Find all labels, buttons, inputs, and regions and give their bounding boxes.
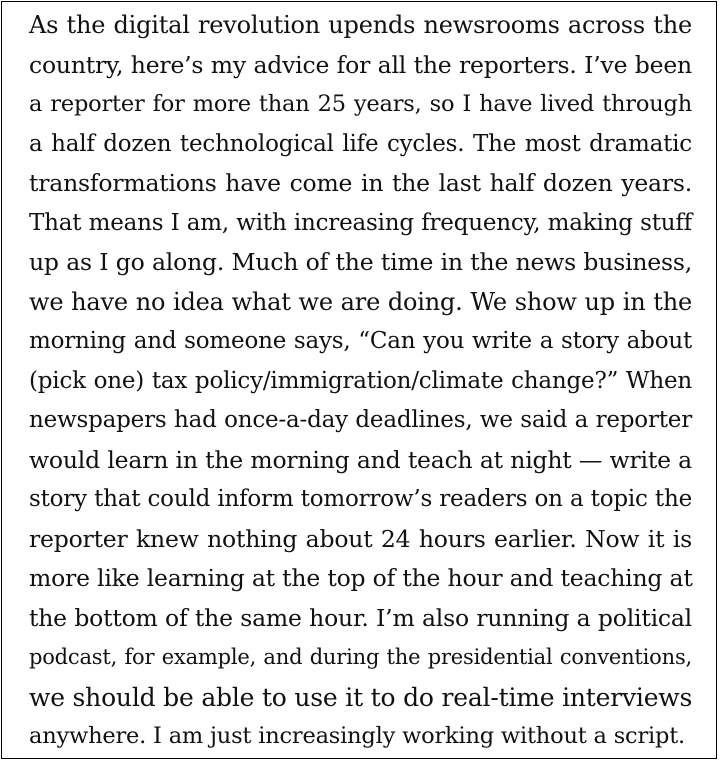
passage-line: podcast, for example, and during the presidential conventions,: [29, 645, 692, 669]
passage-line: a half dozen technological life cycles. The most dramatic: [29, 130, 692, 157]
passage-line: (pick one) tax policy/immigration/climate change?” When: [29, 367, 692, 394]
passage-line: anywhere. I am just increasingly working without a script.: [29, 723, 685, 749]
passage-line: newspapers had once-a-day deadlines, we said a reporter: [29, 407, 692, 433]
passage-line: would learn in the morning and teach at night — write a: [29, 445, 692, 474]
passage-box: [1, 1, 717, 759]
passage-line: up as I go along. Much of the time in the news business,: [29, 248, 692, 276]
passage-line: transformations have come in the last half dozen years.: [29, 169, 692, 197]
passage-line: we have no idea what we are doing. We show up in the: [29, 287, 692, 316]
passage-line: a reporter for more than 25 years, so I have lived through: [29, 91, 692, 117]
passage-line: That means I am, with increasing frequency, making stuff: [29, 209, 692, 236]
passage-line: country, here’s my advice for all the reporters. I’ve been: [29, 50, 692, 79]
passage-line: morning and someone says, “Can you write a story about: [29, 328, 692, 354]
passage-line: more like learning at the top of the hour and teaching at: [29, 564, 693, 592]
passage-line: story that could inform tomorrow’s readers on a topic the: [29, 486, 692, 512]
passage-line: reporter knew nothing about 24 hours earlier. Now it is: [29, 524, 692, 553]
passage-line: As the digital revolution upends newsrooms across the: [29, 11, 692, 39]
passage-line: the bottom of the same hour. I’m also running a political: [29, 603, 692, 632]
passage-line: we should be able to use it to do real-time interviews: [29, 682, 693, 712]
